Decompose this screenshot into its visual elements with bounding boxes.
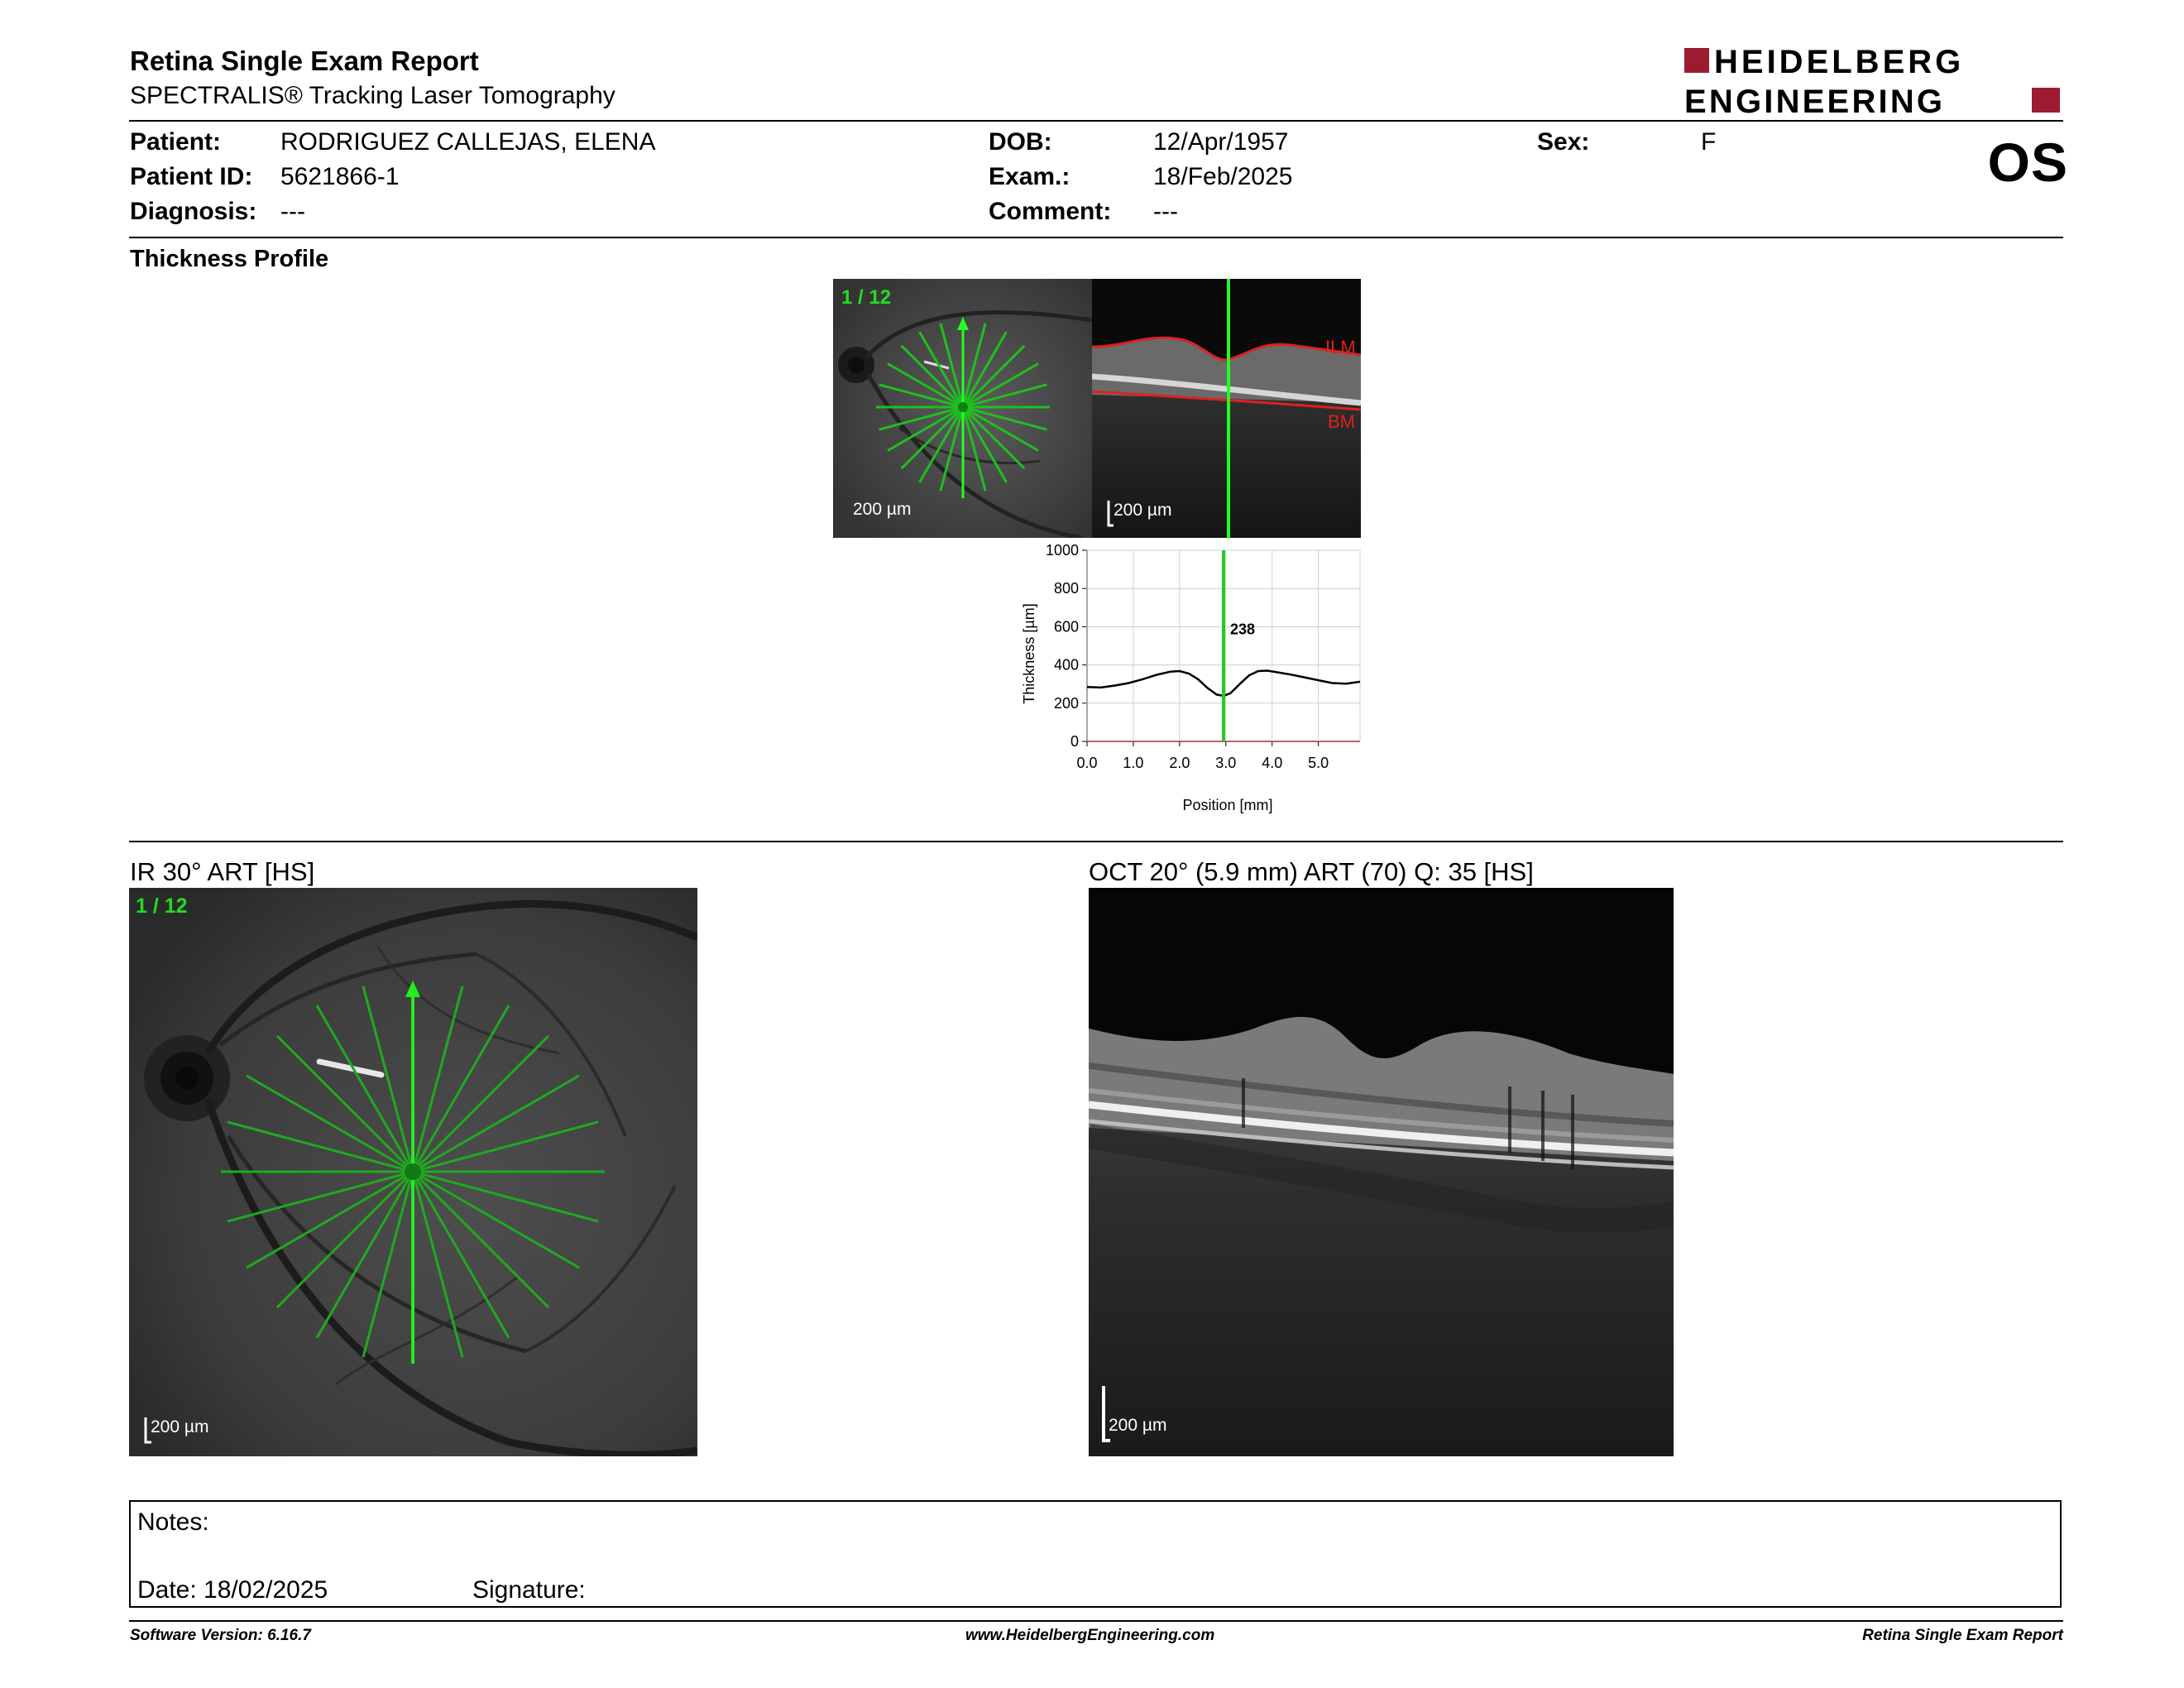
notes-box: [129, 1500, 2062, 1608]
patient-name: RODRIGUEZ CALLEJAS, ELENA: [280, 128, 656, 156]
patient-id-label: Patient ID:: [130, 163, 253, 190]
header-divider: [129, 120, 2063, 122]
mid-divider: [129, 841, 2063, 842]
ir-fundus-image: [129, 888, 697, 1456]
ir-scan-counter: 1 / 12: [136, 894, 188, 918]
patient-label: Patient:: [130, 128, 222, 156]
sex-value: F: [1701, 128, 1717, 156]
thumb-scale-label: 200 µm: [853, 500, 912, 519]
chart-marker-value: 238: [1230, 621, 1256, 638]
bm-label: BM: [1328, 411, 1355, 432]
footer-software-version: Software Version: 6.16.7: [130, 1627, 311, 1644]
thumbnail-ir-image: [833, 279, 1092, 538]
chart-ytick-label: 1000: [1045, 542, 1079, 559]
footer-report-name: Retina Single Exam Report: [1862, 1627, 2063, 1644]
thumbnail-oct-bscan: [1092, 279, 1361, 538]
eye-indicator: OS: [1987, 132, 2068, 193]
diagnosis-label: Diagnosis:: [130, 198, 257, 225]
chart-xlabel: Position [mm]: [1182, 797, 1273, 813]
oct-scale-label: 200 µm: [1109, 1416, 1167, 1435]
ilm-label: ILM: [1325, 337, 1356, 357]
comment-label: Comment:: [989, 198, 1112, 225]
diagnosis-value: ---: [280, 198, 305, 225]
chart-xtick-label: 1.0: [1123, 755, 1144, 771]
chart-xtick-label: 4.0: [1262, 755, 1283, 771]
heidelberg-logo: [1684, 43, 2065, 117]
thumb-scan-counter: 1 / 12: [841, 286, 892, 309]
chart-ylabel: Thickness [µm]: [1021, 603, 1037, 704]
brand-line1: HEIDELBERG: [1714, 44, 1965, 80]
oct-bscan-image: [1089, 888, 1674, 1456]
notes-label: Notes:: [137, 1508, 209, 1536]
thickness-chart: [1018, 538, 1373, 819]
signature-field: Signature:: [472, 1576, 586, 1604]
dob-value: 12/Apr/1957: [1153, 128, 1289, 156]
sex-label: Sex:: [1537, 128, 1590, 156]
thickness-section-title: Thickness Profile: [130, 246, 329, 272]
chart-xtick-label: 0.0: [1076, 755, 1098, 771]
report-subtitle: SPECTRALIS® Tracking Laser Tomography: [130, 82, 615, 109]
thumb-oct-scale-label: 200 µm: [1114, 501, 1172, 520]
chart-xtick-label: 2.0: [1169, 755, 1190, 771]
report-title: Retina Single Exam Report: [130, 46, 479, 76]
comment-value: ---: [1153, 198, 1178, 225]
chart-ytick-label: 800: [1053, 580, 1079, 597]
chart-ytick-label: 600: [1053, 618, 1079, 635]
footer-divider: [129, 1620, 2063, 1622]
ir-scale-label: 200 µm: [151, 1417, 209, 1436]
brand-line2: ENGINEERING: [1684, 84, 1946, 117]
exam-value: 18/Feb/2025: [1153, 163, 1293, 190]
chart-xtick-label: 3.0: [1215, 755, 1237, 771]
ir-caption: IR 30° ART [HS]: [130, 857, 315, 886]
chart-ytick-label: 400: [1053, 656, 1079, 674]
footer-website[interactable]: www.HeidelbergEngineering.com: [965, 1627, 1215, 1644]
info-divider: [129, 237, 2063, 238]
date-field: Date: 18/02/2025: [137, 1576, 328, 1604]
chart-xtick-label: 5.0: [1308, 755, 1329, 771]
exam-label: Exam.:: [989, 163, 1070, 190]
oct-caption: OCT 20° (5.9 mm) ART (70) Q: 35 [HS]: [1089, 857, 1534, 886]
chart-ytick-label: 200: [1053, 694, 1079, 712]
chart-ytick-label: 0: [1070, 733, 1079, 750]
dob-label: DOB:: [989, 128, 1052, 156]
patient-id: 5621866-1: [280, 163, 400, 190]
